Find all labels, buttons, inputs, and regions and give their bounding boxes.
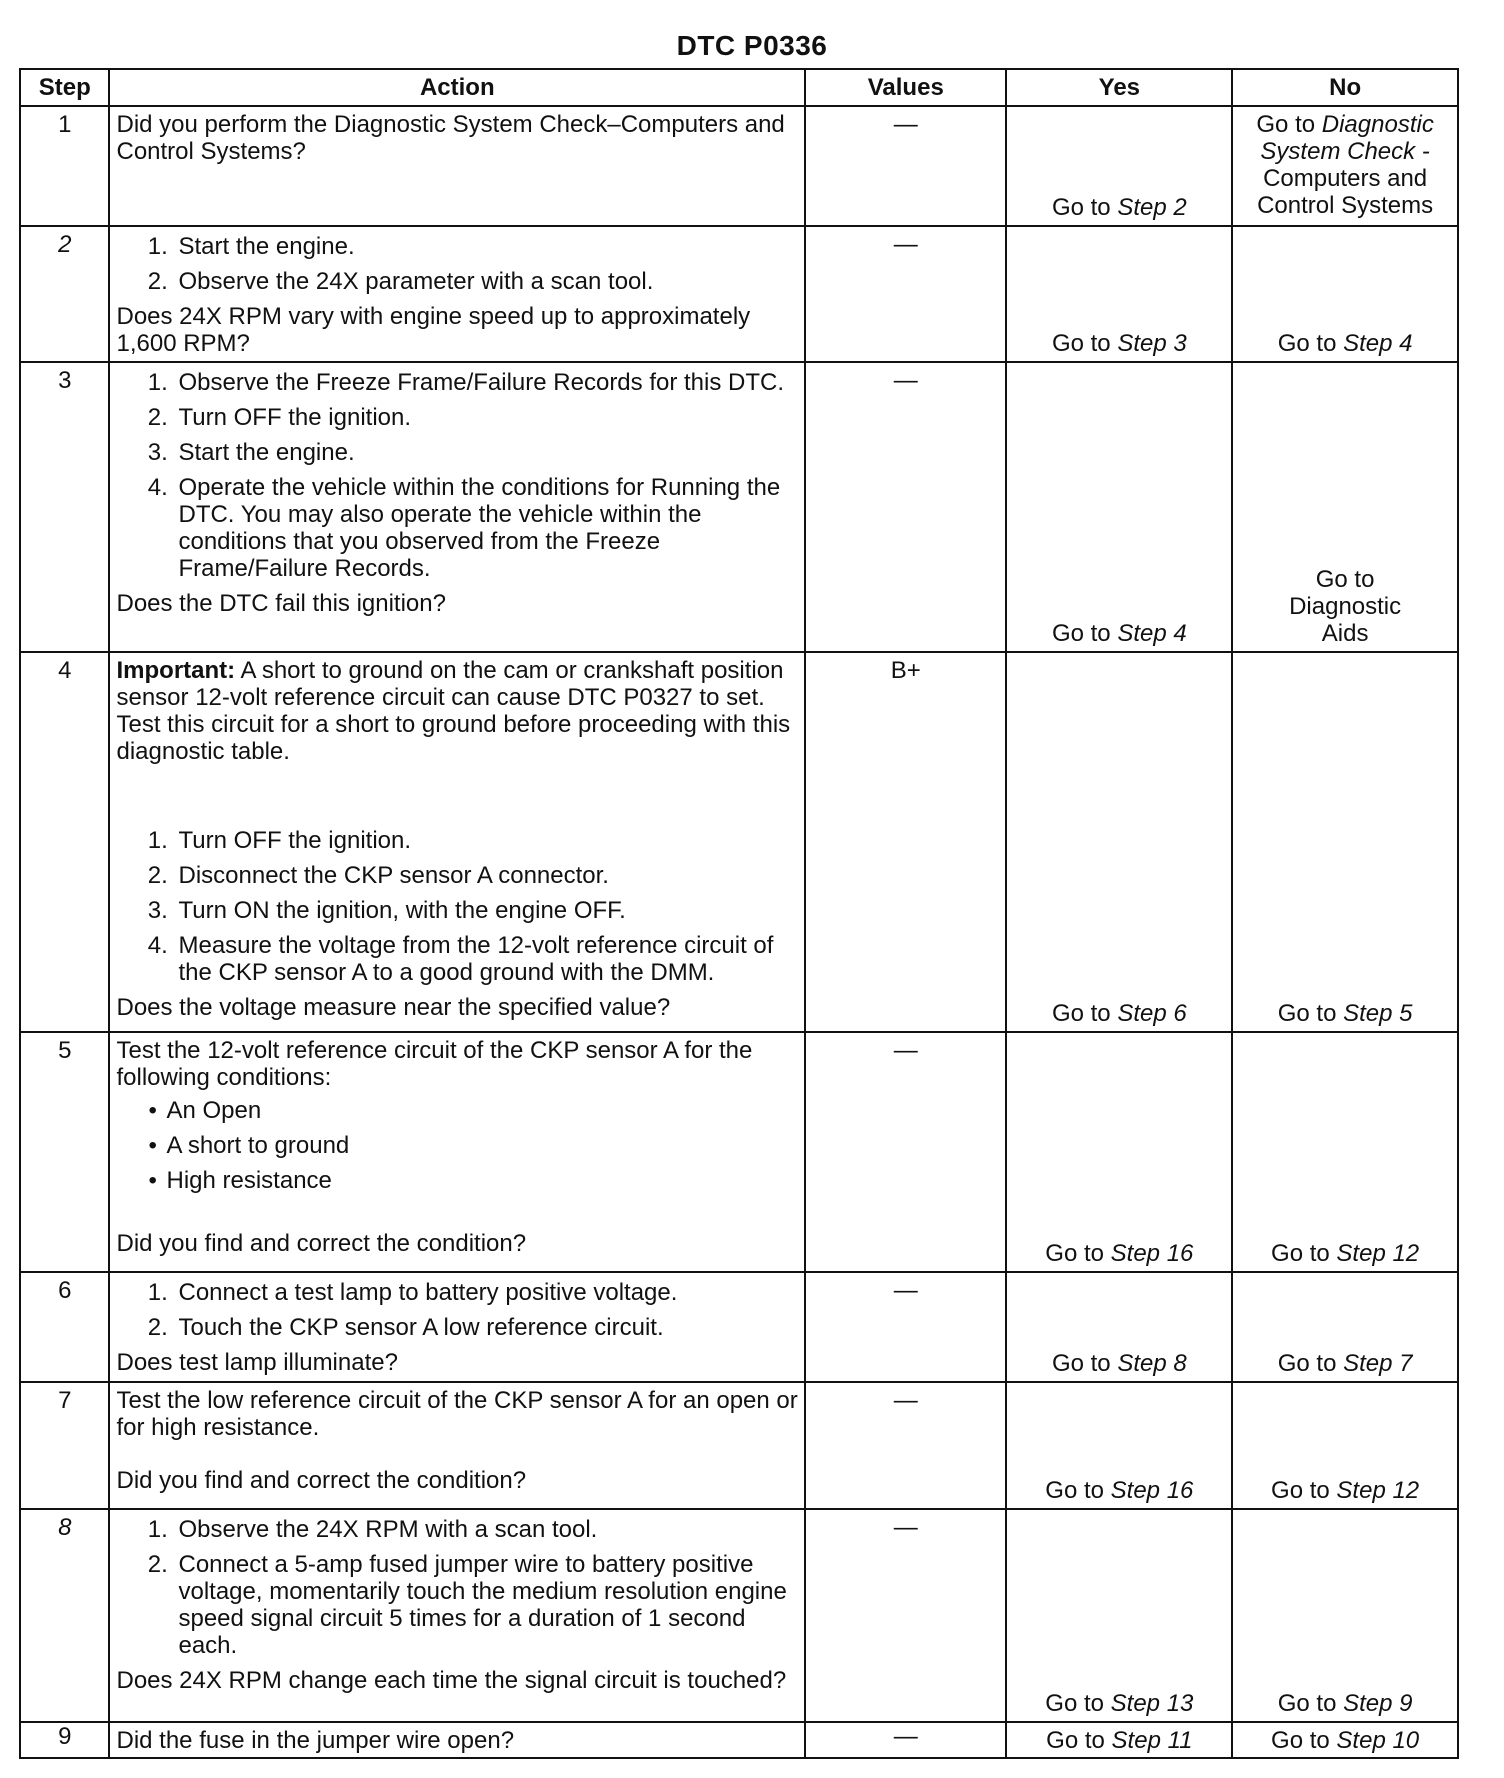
- value-cell: —: [805, 362, 1006, 652]
- action-cell: [109, 226, 805, 362]
- yes-prefix: Go to: [1045, 1240, 1111, 1267]
- action-item: 4. Measure the voltage from the 12-volt reference circuit of the CKP sensor A to a good ground with the DMM.: [174, 932, 798, 986]
- action-item: 1. Turn OFF the ignition.: [174, 827, 798, 854]
- no-cell: [1232, 226, 1458, 362]
- important-text: A short to ground on the cam or crankshaft position sensor 12-volt reference circuit can cause DTC P0327 to set. Test this circuit for a short to ground before proceeding with this diagnostic table.: [116, 657, 791, 765]
- action-item: 3. Turn ON the ignition, with the engine OFF.: [174, 897, 798, 924]
- yes-step-ref: Step 16: [1110, 1477, 1194, 1504]
- no-step-ref: Step 12: [1336, 1477, 1420, 1504]
- action-cell: [109, 652, 805, 1032]
- table-row: [20, 106, 1458, 226]
- no-cell: [1232, 106, 1458, 226]
- question: Does the voltage measure near the specified value?: [116, 994, 671, 1021]
- yes-step-ref: Step 13: [1110, 1690, 1194, 1717]
- no-cell: [1232, 362, 1458, 652]
- header-action: Action: [109, 69, 805, 106]
- no-cell: [1232, 652, 1458, 1032]
- step-number: 1: [20, 106, 109, 226]
- yes-step-ref: Step 16: [1110, 1240, 1194, 1267]
- table-row: [20, 1032, 1458, 1272]
- question: Does 24X RPM change each time the signal circuit is touched?: [116, 1667, 787, 1694]
- action-item: 2. Touch the CKP sensor A low reference circuit.: [174, 1314, 798, 1341]
- action-item: 2. Turn OFF the ignition.: [174, 404, 798, 431]
- yes-step-ref: Step 2: [1117, 194, 1187, 221]
- value-cell: —: [805, 1509, 1006, 1722]
- yes-step-ref: Step 4: [1117, 620, 1187, 647]
- yes-prefix: Go to: [1045, 1690, 1111, 1717]
- no-prefix: Go to: [1271, 1240, 1337, 1267]
- yes-cell: [1006, 1272, 1232, 1382]
- yes-step-ref: Step 6: [1117, 1000, 1187, 1027]
- value-cell: B+: [805, 652, 1006, 1032]
- question: Does the DTC fail this ignition?: [116, 590, 446, 617]
- no-prefix: Go to: [1277, 1690, 1344, 1717]
- action-cell: [109, 362, 805, 652]
- yes-prefix: Go to: [1051, 194, 1118, 221]
- value-cell: —: [805, 1032, 1006, 1272]
- yes-cell: [1006, 652, 1232, 1032]
- condition-item: • An Open: [166, 1097, 798, 1124]
- question: Did you find and correct the condition?: [116, 1467, 527, 1494]
- yes-step-ref: Step 8: [1117, 1350, 1187, 1377]
- yes-prefix: Go to: [1051, 620, 1118, 647]
- no-cell: [1232, 1509, 1458, 1722]
- table-row: [20, 226, 1458, 362]
- no-prefix: Go to: [1271, 1477, 1337, 1504]
- no-cell: [1232, 1382, 1458, 1509]
- header-values: Values: [805, 69, 1006, 106]
- step-number: 9: [20, 1722, 109, 1758]
- no-prefix: Go to: [1256, 111, 1322, 138]
- action-item: 1. Start the engine.: [174, 233, 798, 260]
- value-cell: —: [805, 1382, 1006, 1509]
- diagnostic-table: [19, 68, 1459, 1759]
- action-item: 1. Observe the 24X RPM with a scan tool.: [174, 1516, 798, 1543]
- important-note: [116, 657, 798, 765]
- no-prefix: Go to: [1277, 1350, 1344, 1377]
- step-number: 3: [20, 362, 109, 652]
- action-item: 2. Observe the 24X parameter with a scan tool.: [174, 268, 798, 295]
- action-item: 2. Connect a 5-amp fused jumper wire to battery positive voltage, momentarily touch the medium resolution engine speed signal circuit 5 times for a duration of 1 second each.: [174, 1551, 798, 1659]
- no-prefix: Go to: [1277, 1000, 1344, 1027]
- yes-prefix: Go to: [1051, 330, 1118, 357]
- action-text: Did you perform the Diagnostic System Check–Computers and Control Systems?: [116, 111, 785, 165]
- action-item: 1. Observe the Freeze Frame/Failure Records for this DTC.: [174, 369, 798, 396]
- yes-step-ref: Step 3: [1117, 330, 1187, 357]
- action-intro: Test the low reference circuit of the CKP sensor A for an open or for high resistance.: [116, 1387, 798, 1441]
- yes-cell: [1006, 106, 1232, 226]
- header-row: [20, 69, 1458, 106]
- yes-prefix: Go to: [1046, 1726, 1112, 1754]
- table-row: [20, 1382, 1458, 1509]
- yes-cell: [1006, 362, 1232, 652]
- value-cell: —: [805, 106, 1006, 226]
- yes-cell: [1006, 1382, 1232, 1509]
- step-number: 7: [20, 1382, 109, 1509]
- condition-item: • A short to ground: [166, 1132, 798, 1159]
- action-item: 1. Connect a test lamp to battery positive voltage.: [174, 1279, 798, 1306]
- step-number: 6: [20, 1272, 109, 1382]
- step-number: 5: [20, 1032, 109, 1272]
- yes-cell: [1006, 1032, 1232, 1272]
- question: Does 24X RPM vary with engine speed up to approximately 1,600 RPM?: [116, 303, 751, 357]
- value-cell: —: [805, 226, 1006, 362]
- yes-cell: [1006, 1722, 1232, 1758]
- yes-prefix: Go to: [1051, 1350, 1118, 1377]
- no-prefix: Go to: [1277, 330, 1344, 357]
- step-number: 2: [20, 226, 109, 362]
- no-ref: Diagnostic System Check -: [1260, 111, 1434, 165]
- yes-step-ref: Step 11: [1111, 1726, 1193, 1754]
- important-label: Important:: [116, 657, 236, 684]
- page-title: DTC P0336: [676, 30, 828, 61]
- no-step-ref: Step 9: [1343, 1690, 1413, 1717]
- no-step-ref: Step 10: [1336, 1726, 1420, 1754]
- no-step-ref: Step 5: [1343, 1000, 1413, 1027]
- action-cell: [109, 1272, 805, 1382]
- action-intro: Test the 12-volt reference circuit of the CKP sensor A for the following conditions:: [116, 1037, 753, 1091]
- condition-item: • High resistance: [166, 1167, 798, 1194]
- question: Did the fuse in the jumper wire open?: [116, 1726, 515, 1754]
- no-text: Go to Diagnostic Aids: [1289, 566, 1402, 647]
- action-item: 4. Operate the vehicle within the conditions for Running the DTC. You may also operate the vehicle within the conditions that you observed from the Freeze Frame/Failure Records.: [174, 474, 798, 582]
- header-step: Step: [20, 69, 109, 106]
- no-step-ref: Step 4: [1343, 330, 1413, 357]
- action-item: 3. Start the engine.: [174, 439, 798, 466]
- step-number: 4: [20, 652, 109, 1032]
- table-row: [20, 1722, 1458, 1758]
- yes-cell: [1006, 226, 1232, 362]
- no-step-ref: Step 12: [1336, 1240, 1420, 1267]
- value-cell: —: [805, 1722, 1006, 1758]
- table-row: [20, 362, 1458, 652]
- yes-prefix: Go to: [1051, 1000, 1118, 1027]
- no-ref-rest: Computers and Control Systems: [1257, 165, 1434, 219]
- no-cell: [1232, 1032, 1458, 1272]
- action-cell: [109, 1382, 805, 1509]
- header-no: No: [1232, 69, 1458, 106]
- question: Did you find and correct the condition?: [116, 1230, 527, 1257]
- header-yes: Yes: [1006, 69, 1232, 106]
- table-row: [20, 1509, 1458, 1722]
- action-cell: [109, 1509, 805, 1722]
- no-step-ref: Step 7: [1343, 1350, 1413, 1377]
- action-item: 2. Disconnect the CKP sensor A connector.: [174, 862, 798, 889]
- yes-prefix: Go to: [1045, 1477, 1111, 1504]
- table-row: [20, 652, 1458, 1032]
- value-cell: —: [805, 1272, 1006, 1382]
- yes-cell: [1006, 1509, 1232, 1722]
- question: Does test lamp illuminate?: [116, 1349, 398, 1376]
- no-cell: [1232, 1722, 1458, 1758]
- action-cell: [109, 1722, 805, 1758]
- table-row: [20, 1272, 1458, 1382]
- no-cell: [1232, 1272, 1458, 1382]
- no-prefix: Go to: [1271, 1726, 1337, 1754]
- step-number: 8: [20, 1509, 109, 1722]
- action-cell: [109, 106, 805, 226]
- action-cell: [109, 1032, 805, 1272]
